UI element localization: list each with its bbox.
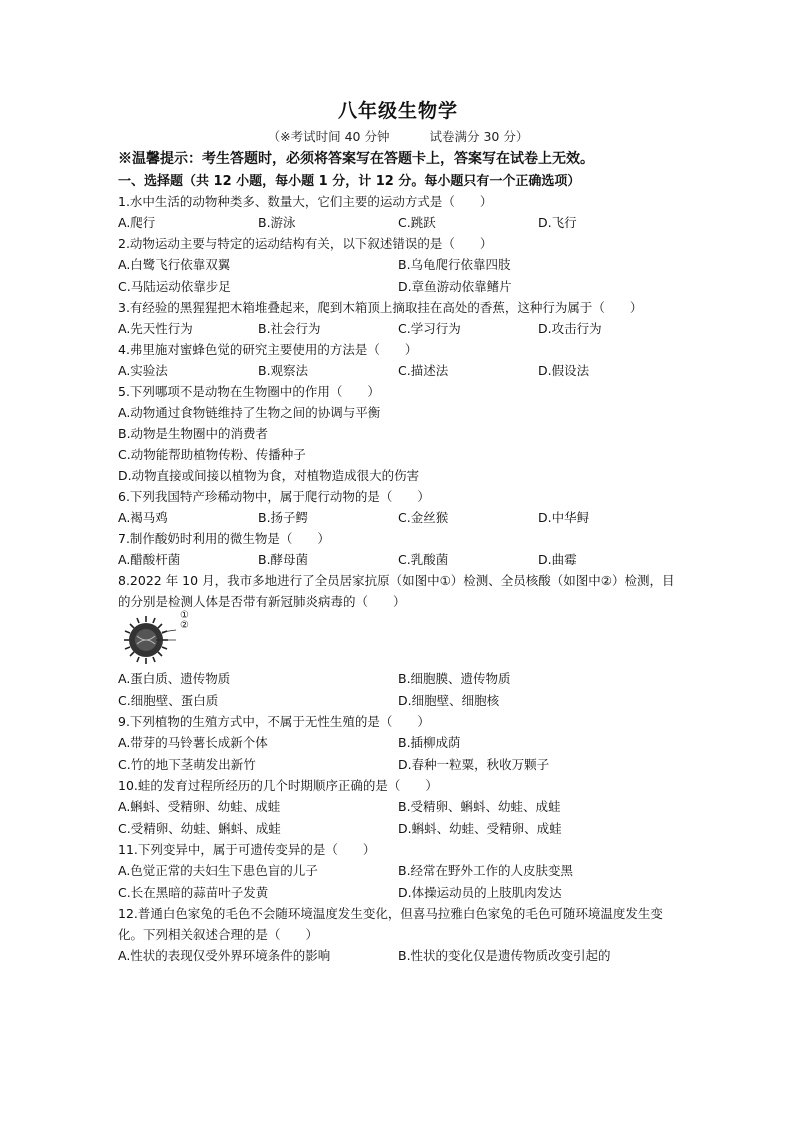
question [118, 570, 678, 711]
question-stem: 6.下列我国特产珍稀动物中，属于爬行动物的是（ ） [118, 489, 430, 504]
option: C.动物能帮助植物传粉、传播种子 [118, 447, 306, 462]
option: B.乌龟爬行依靠四肢 [398, 257, 511, 272]
option: C.竹的地下茎萌发出新竹 [118, 756, 256, 772]
exam-info [118, 127, 678, 145]
option: B.酵母菌 [258, 552, 309, 567]
option: D.蝌蚪、幼蛙、受精卵、成蛙 [398, 820, 562, 836]
option: A.白鹭飞行依靠双翼 [118, 257, 231, 272]
option: C.跳跃 [398, 215, 436, 230]
option: C.马陆运动依靠步足 [118, 278, 231, 294]
question-stem: 9.下列植物的生殖方式中，不属于无性生殖的是（ ） [118, 714, 430, 729]
question [118, 528, 678, 570]
option: D.春种一粒粟，秋收万颗子 [398, 756, 550, 772]
question [118, 339, 678, 381]
figure-label: ② [179, 620, 189, 631]
question-stem: 10.蛙的发育过程所经历的几个时期顺序正确的是（ ） [118, 778, 438, 793]
virus-icon [120, 614, 210, 666]
question-stem: 4.弗里施对蜜蜂色觉的研究主要使用的方法是（ ） [118, 342, 418, 357]
option: D.攻击行为 [538, 321, 602, 336]
notice: ※温馨提示：考生答题时，必须将答案写在答题卡上，答案写在试卷上无效。 [118, 151, 594, 167]
question [118, 903, 678, 967]
option: C.金丝猴 [398, 510, 449, 525]
option: D.曲霉 [538, 552, 577, 567]
option: B.细胞膜、遗传物质 [398, 671, 511, 686]
option: A.蛋白质、遗传物质 [118, 671, 231, 686]
option: D.假设法 [538, 363, 590, 378]
exam-page [118, 96, 678, 967]
option: B.游泳 [258, 215, 296, 230]
option: B.观察法 [258, 363, 309, 378]
option: D.飞行 [538, 215, 577, 230]
score-note: 试卷满分 30 分） [429, 129, 529, 144]
option: B.社会行为 [258, 321, 321, 336]
option: A.褐马鸡 [118, 510, 168, 525]
option: D.中华鲟 [538, 510, 590, 525]
option: A.先天性行为 [118, 321, 193, 336]
option: A.爬行 [118, 215, 156, 230]
option: C.学习行为 [398, 321, 461, 336]
question [118, 381, 678, 486]
option: D.细胞壁、细胞核 [398, 692, 500, 708]
question-stem: 1.水中生活的动物种类多、数量大，它们主要的运动方式是（ ） [118, 194, 493, 209]
question [118, 191, 678, 233]
virus-figure [120, 610, 678, 666]
option: C.描述法 [398, 363, 449, 378]
option: B.经常在野外工作的人皮肤变黑 [398, 863, 574, 878]
question-stem: 3.有经验的黑猩猩把木箱堆叠起来，爬到木箱顶上摘取挂在高处的香蕉，这种行为属于（ ） [118, 300, 643, 315]
option: A.醋酸杆菌 [118, 552, 181, 567]
option: C.受精卵、幼蛙、蝌蚪、成蛙 [118, 820, 281, 836]
question-stem: 2.动物运动主要与特定的运动结构有关，以下叙述错误的是（ ） [118, 236, 493, 251]
option: D.动物直接或间接以植物为食，对植物造成很大的伤害 [118, 468, 420, 483]
option: C.乳酸菌 [398, 552, 449, 567]
option: B.受精卵、蝌蚪、幼蛙、成蛙 [398, 799, 561, 814]
option: B.插柳成荫 [398, 735, 461, 750]
option: A.带芽的马铃薯长成新个体 [118, 735, 268, 750]
question [118, 775, 678, 839]
question-stem: 8.2022 年 10 月，我市多地进行了全员居家抗原（如图中①）检测、全员核酸（如图中②）检测，目的分别是检测人体是否带有新冠肺炎病毒的（ ） [118, 573, 675, 609]
section-heading: 一、选择题（共 12 小题，每小题 1 分，计 12 分。每小题只有一个正确选项） [118, 174, 581, 189]
time-note: （※考试时间 40 分钟 [267, 129, 390, 144]
question [118, 486, 678, 528]
option: B.性状的变化仅是遗传物质改变引起的 [398, 948, 611, 963]
figure-label: ① [179, 610, 189, 621]
option: A.动物通过食物链维持了生物之间的协调与平衡 [118, 405, 381, 420]
option: D.章鱼游动依靠鳍片 [398, 278, 512, 294]
option: C.细胞壁、蛋白质 [118, 692, 219, 708]
question-stem: 12.普通白色家兔的毛色不会随环境温度发生变化，但喜马拉雅白色家兔的毛色可随环境温度发生变化。下列相关叙述合理的是（ ） [118, 906, 663, 942]
question-stem: 7.制作酸奶时利用的微生物是（ ） [118, 531, 330, 546]
question-stem: 5.下列哪项不是动物在生物圈中的作用（ ） [118, 384, 380, 399]
option: A.性状的表现仅受外界环境条件的影响 [118, 948, 331, 963]
page-title: 八年级生物学 [337, 100, 458, 122]
option: B.动物是生物圈中的消费者 [118, 426, 269, 441]
question [118, 233, 678, 297]
option: A.色觉正常的夫妇生下患色盲的儿子 [118, 863, 318, 878]
option: A.蝌蚪、受精卵、幼蛙、成蛙 [118, 799, 281, 814]
option: A.实验法 [118, 363, 168, 378]
question-stem: 11.下列变异中，属于可遗传变异的是（ ） [118, 842, 376, 857]
question [118, 297, 678, 339]
option: C.长在黑暗的蒜苗叶子发黄 [118, 884, 269, 900]
option: D.体操运动员的上肢肌肉发达 [398, 884, 562, 900]
question [118, 839, 678, 903]
option: B.扬子鳄 [258, 510, 309, 525]
question [118, 711, 678, 775]
